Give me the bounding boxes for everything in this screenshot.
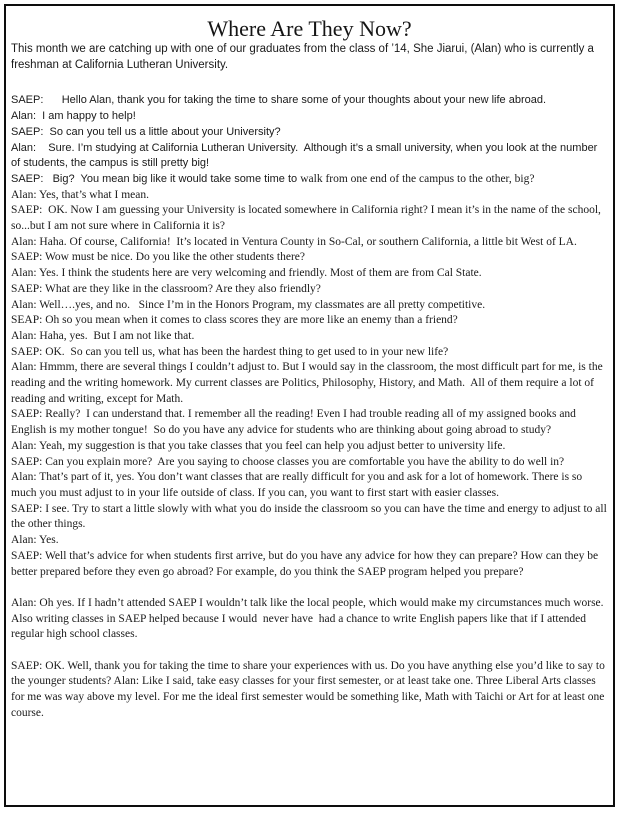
dialogue-text-run: Alan: Haha, yes. But I am not like that. bbox=[11, 329, 195, 342]
dialogue-text-run: SAEP: Well that’s advice for when students first arrive, but do you have any advice for how they can prepare? How can they be better prepared before they even go abroad? For example, do you think the SAEP program helped you prepare? bbox=[11, 549, 601, 578]
dialogue-text-run: Alan: Yes, that’s what I mean. bbox=[11, 188, 149, 201]
dialogue-line bbox=[11, 282, 608, 298]
dialogue-text-run: Alan: Yes. bbox=[11, 534, 59, 547]
dialogue-line bbox=[11, 313, 608, 329]
dialogue-text-run: SAEP: Really? I can understand that. I remember all the reading! Even I had trouble reading all of my assigned books and English is my mother tongue! So do you have any advice for students who are thinking about going abroad to study? bbox=[11, 408, 579, 437]
dialogue-text-run: walk from one end of the campus to the other, big? bbox=[300, 172, 535, 185]
dialogue-text-run: SAEP: Big? You mean big like it would take some time to bbox=[11, 172, 301, 185]
dialogue-line bbox=[11, 549, 608, 580]
dialogue-line bbox=[11, 659, 608, 722]
dialogue-line bbox=[11, 188, 608, 204]
dialogue-line bbox=[11, 172, 608, 188]
dialogue-line bbox=[11, 502, 608, 533]
dialogue-text-run: Alan: Yes. I think the students here are very welcoming and friendly. Most of them are from Cal State. bbox=[11, 267, 482, 280]
dialogue-text-run: SAEP: I see. Try to start a little slowly with what you do inside the classroom so you can have the time and energy to adjust to all the other things. bbox=[11, 502, 610, 531]
dialogue-line bbox=[11, 250, 608, 266]
dialogue-text-run: Alan: Yeah, my suggestion is that you take classes that you feel can help you adjust better to university life. bbox=[11, 439, 506, 452]
dialogue-text-run: Alan: Oh yes. If I hadn’t attended SAEP I wouldn’t talk like the local people, which would make my circumstances much worse. Also writing classes in SAEP helped because I would never have had a chance to write English papers like that if I attended regular high school classes. bbox=[11, 596, 606, 641]
dialogue-text-run: SAEP: So can you tell us a little about your University? bbox=[11, 125, 281, 138]
dialogue bbox=[11, 93, 608, 721]
dialogue-text-run: SAEP: Can you explain more? Are you saying to choose classes you are comfortable you have the ability to do well in? bbox=[11, 455, 565, 468]
dialogue-text-run: SAEP: What are they like in the classroom? Are they also friendly? bbox=[11, 282, 321, 295]
dialogue-line bbox=[11, 93, 608, 109]
page-border bbox=[4, 4, 615, 807]
dialogue-text-run: Alan: Well….yes, and no. Since I’m in the Honors Program, my classmates are all pretty competitive. bbox=[11, 298, 486, 311]
dialogue-line bbox=[11, 407, 608, 438]
dialogue-text-run: Alan: Sure. I’m studying at California Lutheran University. Although it’s a small university, when you look at the number of students, the campus is still pretty big! bbox=[11, 141, 601, 170]
dialogue-line bbox=[11, 596, 608, 643]
dialogue-text-run: SAEP: OK. Well, thank you for taking the time to share your experiences with us. Do you have anything else you’d like to say to the younger students? Alan: Like I said, take easy classes for your first semester, or at least take one. Three Liberal Arts classes for me was way above my level. For me the ideal first semester would be something like, Math with Taichi or Art for at least one course. bbox=[11, 659, 608, 719]
dialogue-line bbox=[11, 360, 608, 407]
dialogue-text-run: SEAP: Oh so you mean when it comes to class scores they are more like an enemy than a friend? bbox=[11, 314, 458, 327]
blank-line bbox=[11, 643, 608, 659]
dialogue-text-run: SAEP: Hello Alan, thank you for taking the time to share some of your thoughts about your new life abroad. bbox=[11, 94, 547, 107]
dialogue-text-run: SAEP: OK. Now I am guessing your University is located somewhere in California right? I mean it’s in the name of the school, so...but I am not sure where in California it is? bbox=[11, 204, 604, 233]
dialogue-line bbox=[11, 298, 608, 314]
dialogue-text-run: Alan: Haha. Of course, California! It’s located in Ventura County in So-Cal, or southern California, a little bit West of LA. bbox=[11, 235, 577, 248]
page-title: Where Are They Now? bbox=[207, 16, 412, 41]
dialogue-text-run: SAEP: OK. So can you tell us, what has been the hardest thing to get used to in your new life? bbox=[11, 345, 449, 358]
dialogue-line bbox=[11, 329, 608, 345]
dialogue-line bbox=[11, 141, 608, 172]
dialogue-text-run: Alan: I am happy to help! bbox=[11, 110, 136, 123]
dialogue-line bbox=[11, 345, 608, 361]
dialogue-line bbox=[11, 470, 608, 501]
dialogue-text-run: Alan: Hmmm, there are several things I couldn’t adjust to. But I would say in the classroom, the most difficult part for me, is the reading and the writing homework. My current classes are Politics, Philosophy, History, and Math. All of them require a lot of reading and writing, except for Math. bbox=[11, 361, 606, 405]
dialogue-line bbox=[11, 125, 608, 141]
dialogue-line bbox=[11, 203, 608, 234]
dialogue-line bbox=[11, 439, 608, 455]
dialogue-line bbox=[11, 533, 608, 549]
intro-paragraph: This month we are catching up with one of our graduates from the class of ’14, She Jiarui, (Alan) who is currently a freshman at California Lutheran University. bbox=[11, 43, 598, 71]
dialogue-line bbox=[11, 109, 608, 125]
dialogue-text-run: SAEP: Wow must be nice. Do you like the other students there? bbox=[11, 251, 305, 264]
blank-line bbox=[11, 580, 608, 596]
dialogue-line bbox=[11, 455, 608, 471]
dialogue-line bbox=[11, 266, 608, 282]
dialogue-text-run: Alan: That’s part of it, yes. You don’t want classes that are really difficult for you and ask for a lot of homework. There is so much you must adjust to in your life outside of class. If you can, you want to first start with easier classes. bbox=[11, 471, 586, 499]
dialogue-line bbox=[11, 235, 608, 251]
